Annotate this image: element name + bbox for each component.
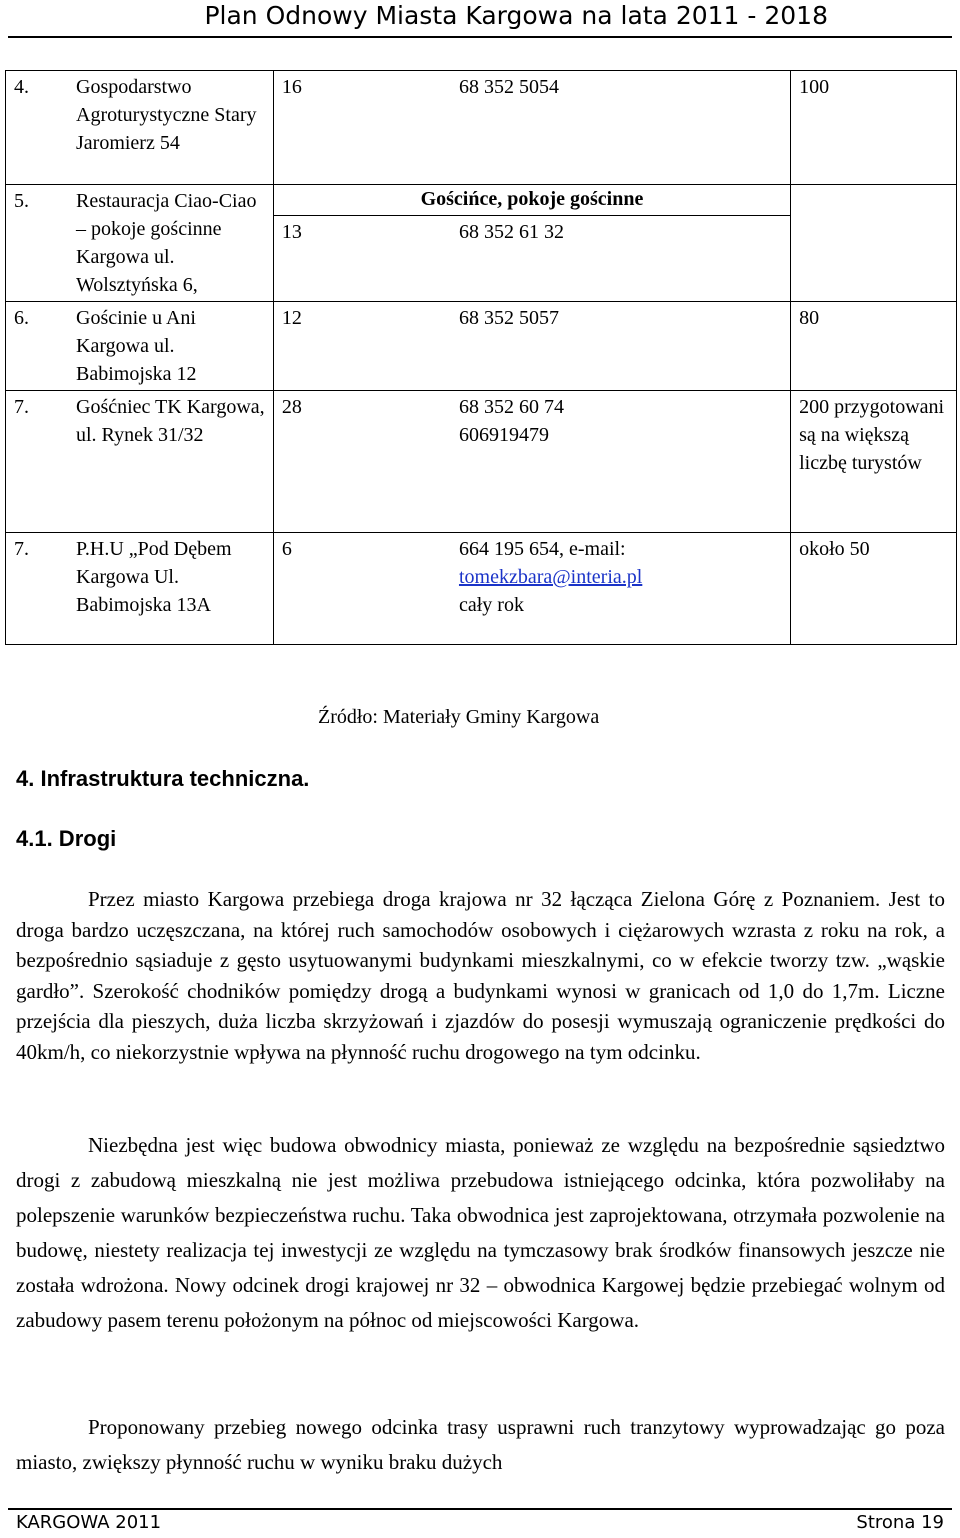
paragraph: Przez miasto Kargowa przebiega droga krajowa nr 32 łącząca Zielona Górę z Poznaniem. Jest to droga bardzo uczęszczana, na której ruch samochodów osobowych i ciężarowych wzrasta z roku na rok, a bezpośrednio sąsiaduje z gęsto usytuowanymi budynkami mieszkalnymi, co w efekcie tworzy tzw. „wąskie gardło”. Szerokość chodników pomiędzy drogą a budynkami wynosi w granicach od 1,0 do 1,7m. Liczne przejścia dla pieszych, duża liczba skrzyżowań i zjazdów do posesji wymuszają ograniczenie prędkości do 40km/h, co niekorzystnie wpływa na płynność ruchu drogowego na tym odcinku. — [16, 887, 945, 1064]
table-cell-name — [6, 71, 274, 185]
row-number: 5. — [14, 190, 29, 212]
table-cell-extra: 80 — [791, 302, 957, 391]
row-name: Gościnie u Ani Kargowa ul. Babimojska 12 — [76, 307, 197, 385]
row-number: 6. — [14, 307, 29, 329]
table-cell-beds: 16 — [273, 71, 451, 185]
table-cell-contact: 68 352 5057 — [451, 302, 791, 391]
table-row — [6, 302, 957, 391]
table-cell-beds: 6 — [273, 533, 451, 645]
table-cell-name — [6, 533, 274, 645]
contact-phone: 68 352 60 74 — [458, 396, 564, 418]
row-number: 7. — [14, 538, 29, 560]
table-row — [6, 391, 957, 533]
table-cell-name — [6, 391, 274, 533]
row-name: Gospodarstwo Agroturystyczne Stary Jaromierz 54 — [76, 76, 257, 154]
table-row — [6, 533, 957, 645]
table-cell-contact — [451, 533, 791, 645]
email-link[interactable]: tomekzbara@interia.pl — [458, 566, 643, 588]
table-cell-extra: 100 — [791, 71, 957, 185]
paragraph: Proponowany przebieg nowego odcinka trasy usprawni ruch tranzytowy wyprowadzając go poza miasto, zwiększy płynność ruchu w wyniku braku dużych — [16, 1415, 945, 1474]
row-name: P.H.U „Pod Dębem Kargowa Ul. Babimojska 13A — [76, 538, 232, 616]
table-cell-name — [6, 302, 274, 391]
table-cell-beds: 28 — [273, 391, 451, 533]
table-row — [6, 185, 957, 216]
table-cell-extra: około 50 — [791, 533, 957, 645]
contact-phone: 664 195 654, e-mail: — [458, 538, 626, 560]
row-number: 7. — [14, 396, 29, 418]
page-number: Strona 19 — [856, 1512, 944, 1533]
source-note: Źródło: Materiały Gminy Kargowa — [318, 706, 600, 728]
table-cell-beds: 12 — [273, 302, 451, 391]
lodging-table — [5, 70, 957, 645]
table-cell-extra: 200 przygotowani są na większą liczbę turystów — [791, 391, 957, 533]
contact-mobile: 606919479 — [458, 424, 549, 446]
table-cell-name — [6, 185, 274, 302]
row-name: Restauracja Ciao-Ciao – pokoje gościnne Kargowa ul. Wolsztyńska 6, — [76, 190, 257, 296]
table-cell-extra — [791, 185, 957, 302]
header-divider — [8, 36, 952, 38]
footer-left: KARGOWA 2011 — [16, 1512, 162, 1533]
table-cell-contact: 68 352 5054 — [451, 71, 791, 185]
page-header-title: Plan Odnowy Miasta Kargowa na lata 2011 - 2018 — [204, 1, 828, 30]
table-row — [6, 71, 957, 185]
row-name: Gośćniec TK Kargowa, ul. Rynek 31/32 — [76, 396, 265, 446]
table-cell-beds: 13 — [273, 216, 451, 302]
section-heading: 4. Infrastruktura techniczna. — [16, 766, 310, 791]
table-cell-contact: 68 352 61 32 — [451, 216, 791, 302]
row-number: 4. — [14, 76, 29, 98]
table-subheading: Gościńce, pokoje gościnne — [273, 185, 790, 216]
subsection-heading: 4.1. Drogi — [16, 826, 117, 851]
contact-availability: cały rok — [458, 594, 524, 616]
table-cell-contact — [451, 391, 791, 533]
footer-divider — [8, 1508, 952, 1510]
paragraph: Niezbędna jest więc budowa obwodnicy miasta, ponieważ ze względu na bezpośrednie sąsiedztwo drogi z zabudową mieszkalną nie jest możliwa przebudowa istniejącego odcinka, która pozwoliłaby na polepszenie warunków bezpieczeństwa ruchu. Taka obwodnica jest zaprojektowana, otrzymała pozwolenie na budowę, niestety realizacja tej inwestycji ze względu na tymczasowy brak środków finansowych jeszcze nie została wdrożona. Nowy odcinek drogi krajowej nr 32 – obwodnica Kargowej będzie przebiegać wolnym od zabudowy pasem terenu położonym na północ od miejscowości Kargowa. — [16, 1133, 945, 1332]
